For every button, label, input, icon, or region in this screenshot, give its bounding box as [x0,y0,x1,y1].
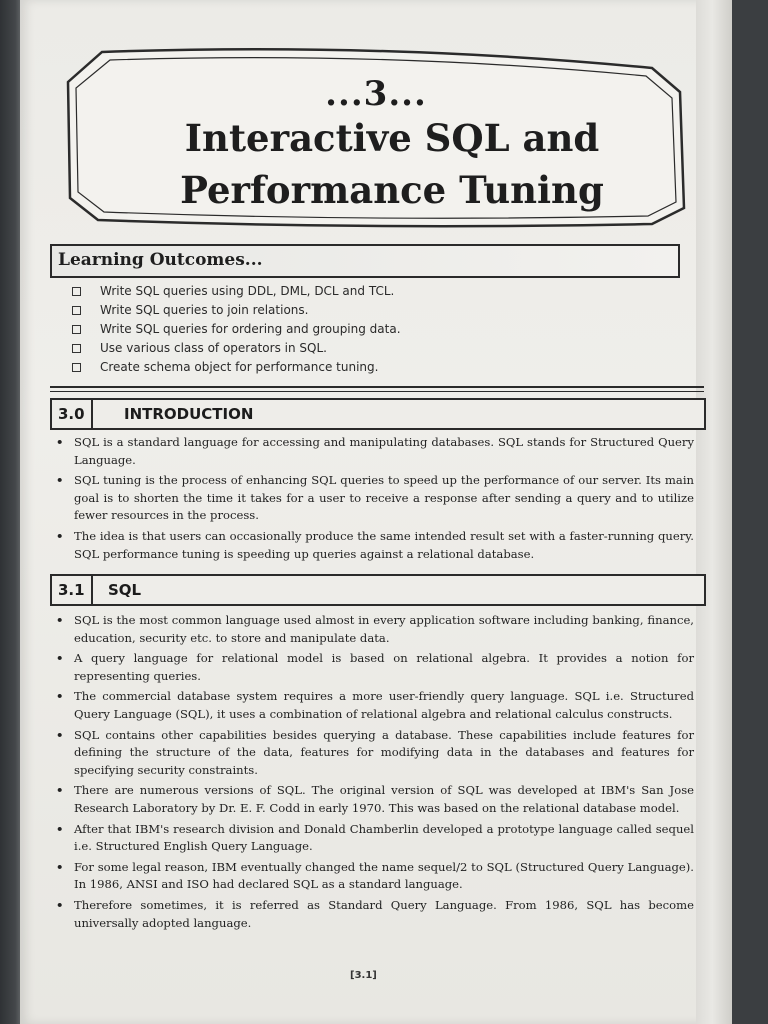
bullet-text: SQL is the most common language used almost in every application software including banking, finance, education, security etc. to store and manipulate data. [74,613,694,645]
chapter-title [152,112,632,216]
list-item [72,358,632,377]
chapter-title-line-1: Interactive SQL and [184,116,600,160]
list-item-text: Write SQL queries for ordering and grouping data. [100,322,401,336]
section-header-introduction [50,398,706,430]
list-item [54,688,694,723]
bullet-text: A query language for relational model is based on relational algebra. It provides a notion for representing queries. [74,651,694,683]
list-item [54,727,694,780]
list-item [54,821,694,856]
divider-rule-thin [50,391,704,392]
bullet-icon: • [56,435,64,449]
list-item [54,434,694,469]
list-item [54,897,694,932]
bullet-text: For some legal reason, IBM eventually changed the name sequel/2 to SQL (Structured Query Language). In 1986, ANSI and ISO had declared SQL as a standard language. [74,859,694,892]
bullet-text: Therefore sometimes, it is referred as Standard Query Language. From 1986, SQL has become universally adopted language. [74,897,694,930]
list-item-text: Write SQL queries to join relations. [100,303,309,317]
sql-bullets [54,612,694,935]
list-item [72,339,632,358]
bullet-text: The commercial database system requires a more user-friendly query language. SQL i.e. Structured Query Language (SQL), it uses a combination of relational algebra and relational calculus constructs. [74,689,694,721]
bullet-text: SQL is a standard language for accessing and manipulating databases. SQL stands for Structured Query Language. [74,435,694,467]
introduction-bullets [54,434,694,566]
list-item [54,782,694,817]
bullet-icon: • [56,473,64,488]
list-item-text: Create schema object for performance tuning. [100,360,379,374]
section-title: SQL [108,581,142,599]
divider-rule [50,386,704,388]
section-header-sql [50,574,706,606]
book-page [20,0,732,1024]
learning-outcomes-header [50,244,680,278]
bullet-icon: • [56,727,64,742]
checkbox-square-icon [72,363,81,372]
list-item [54,472,694,525]
bullet-text: SQL tuning is the process of enhancing SQL queries to speed up the performance of our server. Its main goal is to shorten the time it takes for a user to receive a response after sending a query and to utilize fewer resources in the process. [74,473,694,523]
bullet-text: There are numerous versions of SQL. The original version of SQL was developed at IBM's San Jose Research Laboratory by Dr. E. F. Codd in early 1970. This was based on the relational database model. [74,783,694,815]
list-item [54,612,694,647]
list-item [72,301,632,320]
section-number: 3.1 [52,576,93,604]
bullet-icon: • [56,783,64,798]
bullet-icon: • [56,528,64,543]
page-edge [696,0,732,1024]
bullet-icon: • [56,821,64,836]
list-item [72,282,632,301]
list-item [54,859,694,894]
checkbox-square-icon [72,325,81,334]
bullet-icon: • [56,651,64,666]
chapter-number: ...3... [325,74,427,114]
section-number: 3.0 [52,400,93,428]
chapter-title-line-2: Performance Tuning [180,168,604,212]
checkbox-square-icon [72,306,81,315]
bullet-icon: • [56,897,64,912]
bullet-text: SQL contains other capabilities besides querying a database. These capabilities include features for defining the structure of the data, features for modifying data in the databases and features for specifying security constraints. [74,727,694,777]
learning-outcomes-title: Learning Outcomes... [58,250,263,270]
learning-outcomes-list [72,282,632,377]
bullet-text: After that IBM's research division and Donald Chamberlin developed a prototype language called sequel i.e. Structured English Query Language. [74,821,694,854]
bullet-icon: • [56,859,64,874]
list-item-text: Write SQL queries using DDL, DML, DCL and TCL. [100,284,395,298]
checkbox-square-icon [72,287,81,296]
list-item [54,528,694,563]
list-item [72,320,632,339]
bullet-text: The idea is that users can occasionally produce the same intended result set with a faster-running query. SQL performance tuning is speeding up queries against a relational database. [74,528,694,561]
list-item-text: Use various class of operators in SQL. [100,341,327,355]
checkbox-square-icon [72,344,81,353]
list-item [54,650,694,685]
page-number: [3.1] [350,970,377,981]
bullet-icon: • [56,689,64,704]
chapter-banner [52,40,700,240]
section-title: INTRODUCTION [124,405,254,423]
bullet-icon: • [56,613,64,627]
